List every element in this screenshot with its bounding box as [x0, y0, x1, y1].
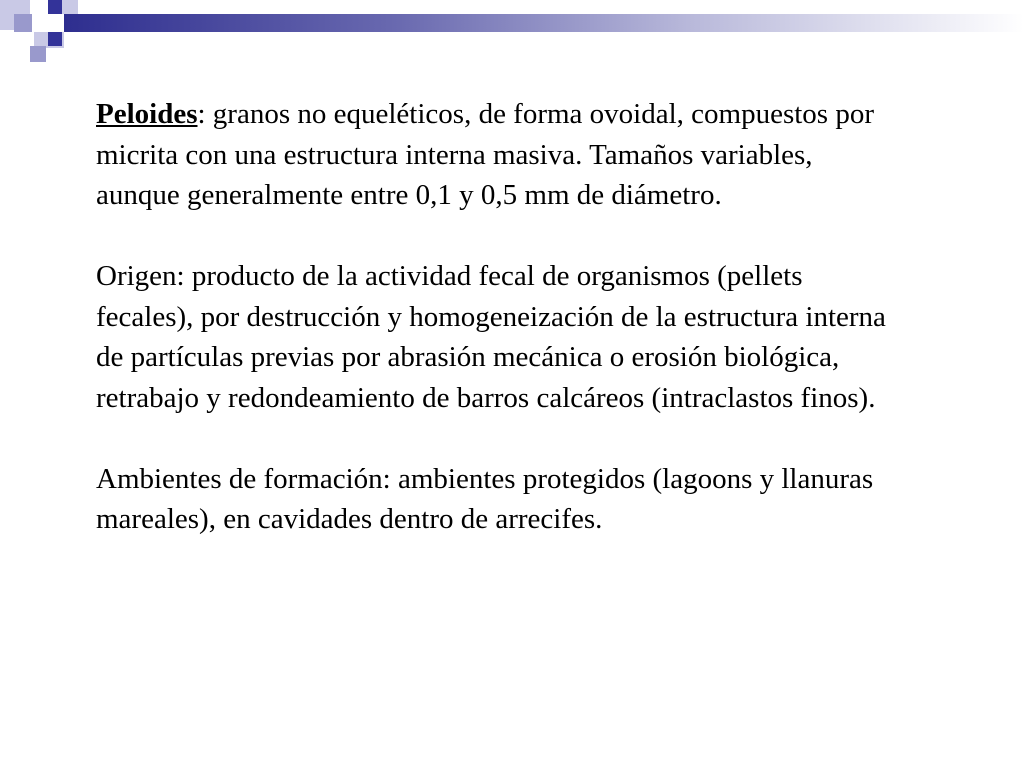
paragraph-origen [96, 256, 896, 418]
title-gradient-bar [64, 14, 1024, 32]
term-peloides: Peloides [96, 98, 198, 130]
paragraph-ambientes [96, 459, 896, 540]
slide-body [96, 94, 896, 580]
paragraph-peloides [96, 94, 896, 216]
deco-square-mid [14, 14, 32, 32]
paragraph-origen-text: Origen: producto de la actividad fecal de organismos (pellets fecales), por destrucción y homogeneización de la estructura interna de partículas previas por abrasión mecánica o erosión biológica, retrabajo y redondeamiento de barros calcáreos (intraclastos finos). [96, 260, 886, 414]
deco-square-mid-2 [30, 46, 46, 62]
paragraph-peloides-text: : granos no equeléticos, de forma ovoidal, compuestos por micrita con una estructura interna masiva. Tamaños variables, aunque generalmente entre 0,1 y 0,5 mm de diámetro. [96, 98, 875, 211]
paragraph-ambientes-text: Ambientes de formación: ambientes protegidos (lagoons y llanuras mareales), en cavidades dentro de arrecifes. [96, 462, 874, 535]
deco-square-light-2 [62, 0, 78, 14]
deco-square-dark [48, 0, 62, 14]
deco-square-dark-2 [48, 32, 62, 46]
corner-decoration [0, 0, 80, 64]
